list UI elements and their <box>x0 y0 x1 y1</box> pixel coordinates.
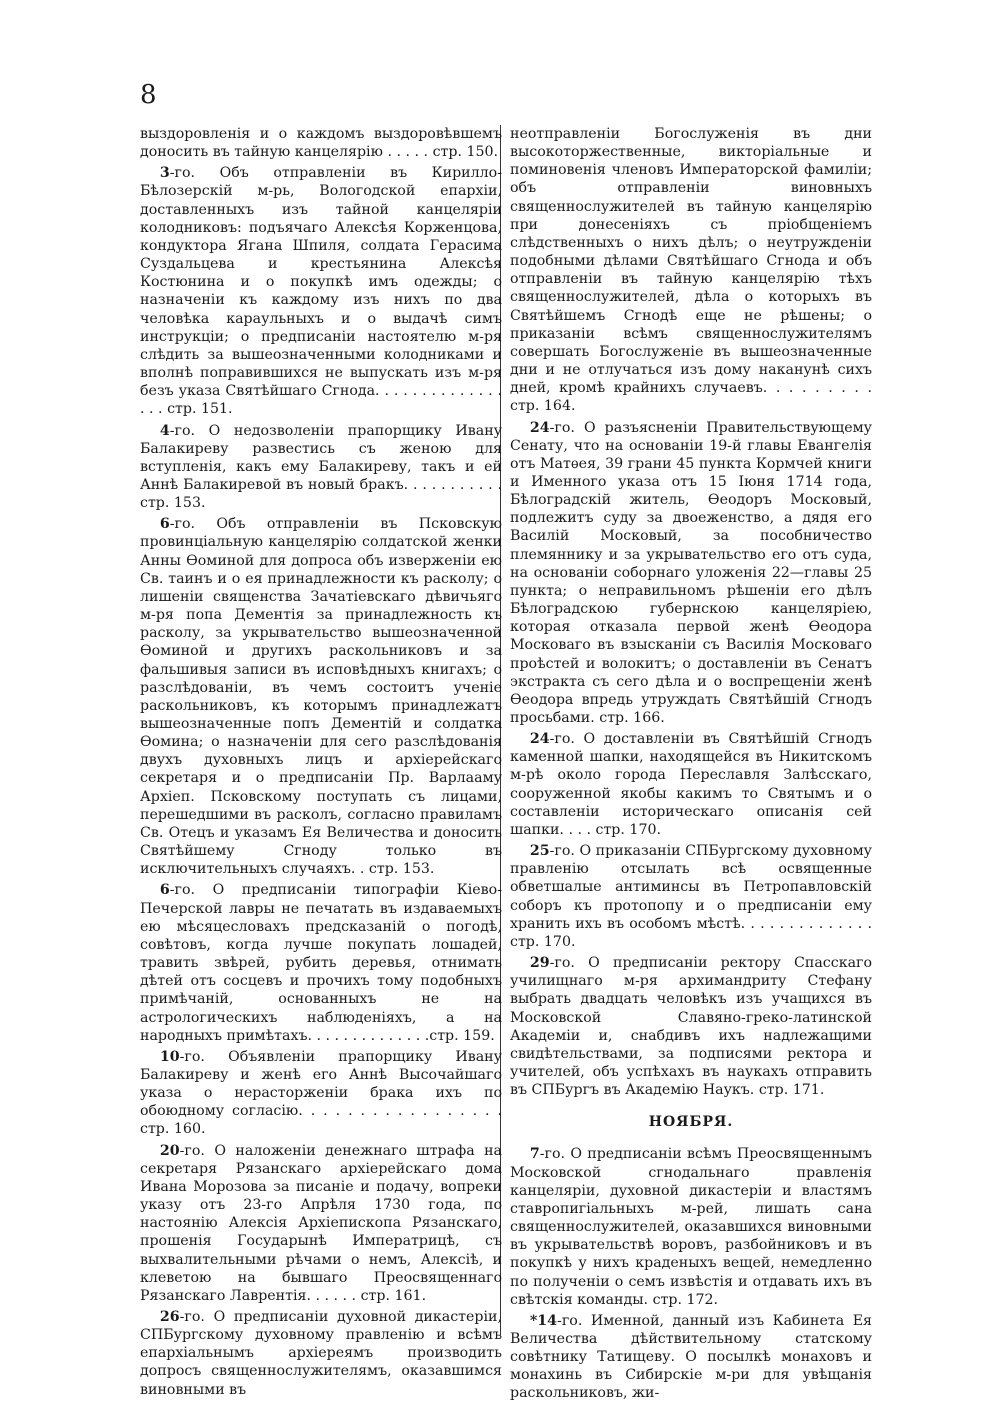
entry-text: -го. О разъясненіи Правительствующему Сенату, что на основаніи 19-й главы Евангелія отъ Матѳея, 39 грани 45 пункта Кормчей книги и Именного указа отъ 15 Іюня 1714 года, Бѣлоградскій житель, Ѳеодоръ Московый, подлежитъ суду за двоеженство, а дядя его Василій Московый, за пособничество племяннику и за укрывательство его отъ суда, на основаніи соборнаго уложенія 22—главы 25 пункта; о неправильномъ рѣшеніи его дѣлъ Бѣлоградскою губернскою канцеляріею, которая отказала первой женѣ Ѳеодора Московаго въ взысканіи съ Василія Московаго проѣстей и волокитъ; о доставленіи въ Сенатъ экстракта съ сего дѣла и о воспрещеніи женѣ Ѳеодора впредь утруждать Святѣйшій Сгнодъ просьбами. <box>510 419 872 726</box>
page-reference: стр. 153. <box>140 495 206 512</box>
entry-date: 29 <box>529 955 550 972</box>
entry-text: -го. О доставленіи въ Святѣйшій Сгнодъ каменной шапки, находящейся въ Никитскомъ м-рѣ около города Переславля Залѣсскаго, сооруженной якобы какимъ то Святымъ и о составленіи историческаго описанія сей шапки. . . . <box>510 731 872 838</box>
page-reference: стр. 161. <box>360 1287 427 1304</box>
decree-entry <box>510 125 872 416</box>
decree-entry <box>140 515 502 878</box>
entry-text: -го. О предписаніи типографіи Кіево-Печерской лавры не печатать въ издаваемыхъ ею мѣсяцесловахъ предсказаній о погодѣ, совѣтовъ, когда лучше покупать лошадей, травить звѣрей, рубить деревья, отнимать дѣтей отъ сосцевъ и прочихъ тому подобныхъ примѣчаній, основанныхъ не на астрологическихъ наблюденіяхъ, а на народныхъ примѣтахъ. . . . . . . . . . . . . <box>140 882 502 1044</box>
page-reference: стр. 172. <box>652 1291 719 1308</box>
entry-date: 24 <box>529 731 550 748</box>
decree-entry <box>140 422 502 513</box>
decree-entry <box>140 1142 502 1305</box>
page-number: 8 <box>140 80 157 110</box>
entry-date: 24 <box>529 419 550 436</box>
decree-entry <box>140 125 502 161</box>
entry-date: 3 <box>159 165 170 182</box>
decree-entry <box>510 1145 872 1308</box>
entry-text: -го. О приказаніи СПБургскому духовному правленію отсылать всѣ освященные обветшалые антиминсы въ Петропавловскій соборъ къ протопопу и о предписаніи ему хранить ихъ въ особомъ мѣстѣ. . . . . . . . . . . . . . <box>510 843 872 932</box>
page-reference: стр. 166. <box>599 710 665 726</box>
entry-date: 4 <box>159 422 170 439</box>
entry-text: выздоровленія и о каждомъ выздоровѣвшемъ доносить въ тайную канцелярію . . . . . <box>140 126 502 161</box>
entry-date: 10 <box>159 1048 180 1065</box>
entry-text: неотправленіи Богослуженія въ дни высокоторжественные, викторіальные и поминовенія членовъ Императорской фамиліи; объ отправленіи виновныхъ священнослужителей въ тайную канцелярію при донесеніяхъ съ пріобщеніемъ слѣдственныхъ о нихъ дѣлъ; о неутружденіи подобными дѣлами Святѣйшаго Сгнода и объ отправленіи въ тайную канцелярію тѣхъ священнослужителей, дѣла о которыхъ въ Святѣйшемъ Сгнодѣ еще не рѣшены; о приказаніи всѣмъ священнослужителямъ совершать Богослуженіе въ вышеозначенные дни и не отлучаться изъ дому наканунѣ сихъ дней, кромѣ крайнихъ случаевъ. . . . . . . . . <box>510 126 872 397</box>
entry-text: -го. О предписаніи духовной дикастеріи, СПБургскому духовному правленію и всѣмъ епархіальнымъ архіереямъ производить допросъ священнослужителямъ, оказавшимся виновными въ <box>140 1309 502 1398</box>
page-reference: стр. 160. <box>140 1121 206 1138</box>
entry-date: 6 <box>159 516 170 533</box>
entry-date: 25 <box>529 843 550 860</box>
page-reference: стр. 171. <box>758 1082 825 1099</box>
decree-entry <box>140 1308 502 1399</box>
entry-date: 6 <box>159 882 170 899</box>
page-reference: .стр. 159. <box>424 1027 495 1044</box>
entry-text: -го. Объявленіи прапорщику Ивану Балакиреву и женѣ его Аннѣ Высочайшаго указа о нерасторженіи брака ихъ по обоюдному согласію. . . . . . . . . . . . . . . . . <box>140 1048 502 1120</box>
page-reference: стр. 164. <box>510 398 576 415</box>
entry-date: 7 <box>529 1146 540 1163</box>
entry-text: -го. Именной, данный изъ Кабинета Ея Величества дѣйствительному статскому совѣтнику Татищеву. О посылкѣ монаховъ и монахинь въ Сибирскіе м-ри для увѣщанія раскольниковъ, жи- <box>510 1312 872 1402</box>
page-reference: стр. 150. <box>432 144 499 161</box>
entry-text: -го. Объ отправленіи въ Псковскую провинціальную канцелярію солдатской женки Анны Ѳоминой для допроса объ изверженіи ею Св. таинъ и о ея принадлежности къ расколу; о лишеніи священства Зачатіевскаго дѣвичьяго м-ря попа Дементія за принадлежность къ расколу, за укрывательство вышеозначенной Ѳоминой и другихъ раскольниковъ и за фальшивыя записи въ исповѣдныхъ книгахъ; о разслѣдованіи, въ чемъ состоитъ ученіе раскольниковъ, къ которымъ принадлежатъ вышеозначенные попъ Дементій и солдатка Ѳомина; о назначеніи для сего разслѣдованія двухъ духовныхъ лицъ и архіерейскаго секретаря и о предписаніи Пр. Варлааму Архіеп. Псковскому поступать съ лицами, перешедшими въ расколъ, согласно правиламъ Св. Отецъ и указамъ Ея Величества и доносить Святѣйшему Сгноду только въ исключительныхъ случаяхъ. . <box>140 516 502 878</box>
decree-entry <box>510 842 872 951</box>
entry-text: -го. О предписаніи ректору Спасскаго училищнаго м-ря архимандриту Стефану выбрать двадцать человѣкъ изъ учащихся въ Московской Славяно-греко-латинской Академіи и, снабдивъ ихъ надлежащими свидѣтельствами, за подписями ректора и учителей, объ успѣхахъ въ наукахъ отправить въ СПБургъ въ Академію Наукъ. <box>510 955 872 1099</box>
month-heading: НОЯБРЯ. <box>648 1114 734 1131</box>
left-column <box>140 125 502 1402</box>
entry-text: -го. О наложеніи денежнаго штрафа на секретаря Рязанскаго архіерейскаго дома Ивана Морозова за писаніе и подачу, вопреки указу отъ 23-го Апрѣля 1730 года, по настоянію Алексія Архіепископа Рязанскаго, прошенія Государынѣ Императрицѣ, съ выхвалительными рѣчами о немъ, Алексіѣ, и клеветою на бывшаго Преосвященнаго Рязанскаго Лаврентія. . . . . . <box>140 1142 502 1304</box>
decree-entry <box>140 164 502 418</box>
entry-date: *14 <box>529 1312 558 1329</box>
decree-entry <box>510 730 872 839</box>
page-reference: стр. 153. <box>368 861 435 878</box>
page-reference: стр. 151. <box>167 401 233 418</box>
decree-entry <box>510 419 872 728</box>
right-column <box>510 125 872 1406</box>
entry-text: -го. О недозволеніи прапорщику Ивану Балакиреву развестись съ женою для вступленія, какъ ему Балакиреву, такъ и ей Аннѣ Балакиревой въ новый бракъ. . . . . . . . . . . <box>140 422 502 493</box>
entry-date: 20 <box>159 1142 180 1159</box>
decree-entry <box>140 1048 502 1139</box>
page-reference: стр. 170. <box>595 821 662 838</box>
entry-text: -го. О предписаніи всѣмъ Преосвященнымъ Московской сгнодальнаго правленія канцеляріи, духовной дикастеріи и властямъ ставропигіальныхъ м-рей, лишать сана священнослужителей, оказавшихся виновными въ укрывательствѣ воровъ, разбойниковъ и въ покупкѣ у нихъ краденыхъ вещей, немедленно по полученіи о семъ извѣстія и отдавать ихъ въ свѣтскія команды. <box>510 1146 872 1308</box>
page-reference: стр. 170. <box>510 933 576 950</box>
decree-entry <box>510 954 872 1099</box>
decree-entry <box>140 881 502 1044</box>
entry-text: -го. Объ отправленіи въ Кирилло-Бѣлозерскій м-рь, Вологодской епархіи, доставленныхъ изъ тайной канцеляріи колодниковъ: подъячаго Алексѣя Корженцова, кондуктора Ягана Шпиля, солдата Герасима Суздальцева и крестьянина Алексѣя Костюнина и о покупкѣ имъ одежды; о назначеніи къ каждому изъ нихъ по два человѣка караульныхъ и о выдачѣ симъ инструкціи; о предписаніи настоятелю м-ря слѣдить за вышеозначенными колодниками и вполнѣ поправившихся не выпускать изъ м-ря безъ указа Святѣйшаго Сгнода. . . . . . . . . . . . . . . . . <box>140 165 502 418</box>
decree-entry <box>510 1312 872 1403</box>
entry-date: 26 <box>159 1309 180 1325</box>
